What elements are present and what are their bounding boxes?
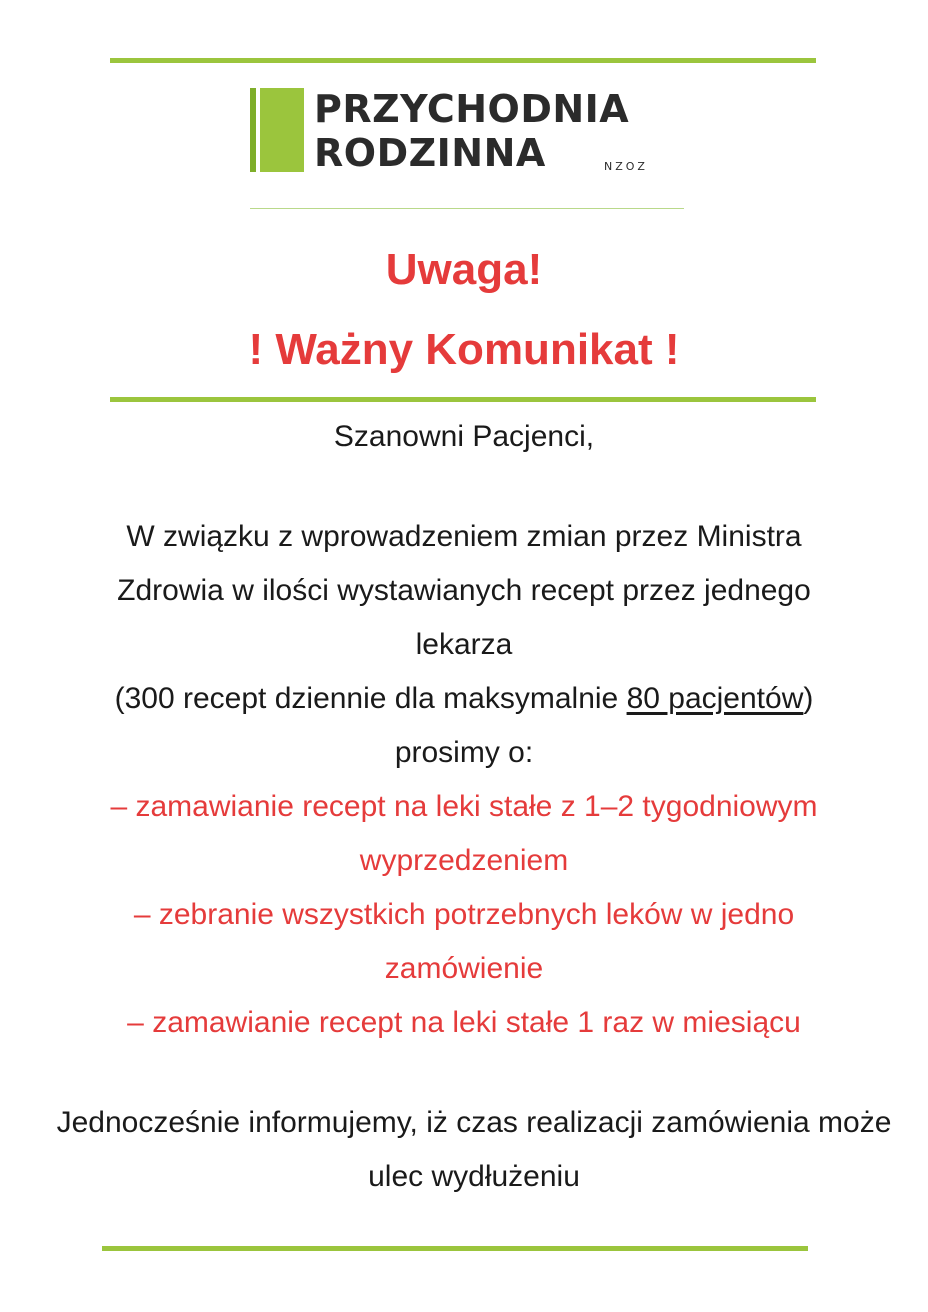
notice-limit-close: ) xyxy=(803,682,814,715)
top-divider xyxy=(110,58,816,63)
middle-divider xyxy=(110,397,816,402)
logo-mark xyxy=(260,88,304,172)
closing-note: Jednocześnie informujemy, iż czas realizacji zamówienia może ulec wydłużeniu xyxy=(56,1106,892,1193)
notice-limit-patients: 80 pacjentów xyxy=(626,682,804,715)
clinic-logo xyxy=(250,88,670,178)
request-item-2: – zebranie wszystkich potrzebnych leków w jedno zamówienie xyxy=(133,898,795,985)
request-item-3: – zamawianie recept na leki stałe 1 raz w miesiącu xyxy=(127,1006,801,1039)
notice-limit-text: (300 recept dziennie dla maksymalnie xyxy=(114,682,627,715)
logo-mark-dark xyxy=(250,88,256,172)
logo-suffix: NZOZ xyxy=(604,160,648,173)
heading-important-notice: ! Ważny Komunikat ! xyxy=(248,325,680,374)
notice-intro: W związku z wprowadzeniem zmian przez Ministra Zdrowia w ilości wystawianych recept przez jednego lekarza xyxy=(117,520,811,661)
notice-limit xyxy=(40,672,888,726)
bottom-divider xyxy=(102,1246,808,1251)
greeting: Szanowni Pacjenci, xyxy=(333,420,595,453)
heading-attention: Uwaga! xyxy=(385,245,543,294)
logo-divider xyxy=(250,208,684,209)
notice-body xyxy=(40,510,888,1050)
notice-request: prosimy o: xyxy=(394,736,534,769)
logo-text-line2: RODZINNA xyxy=(314,131,546,175)
logo-text-line1: PRZYCHODNIA xyxy=(314,87,630,131)
request-item-1: – zamawianie recept na leki stałe z 1–2 tygodniowym wyprzedzeniem xyxy=(110,790,818,877)
